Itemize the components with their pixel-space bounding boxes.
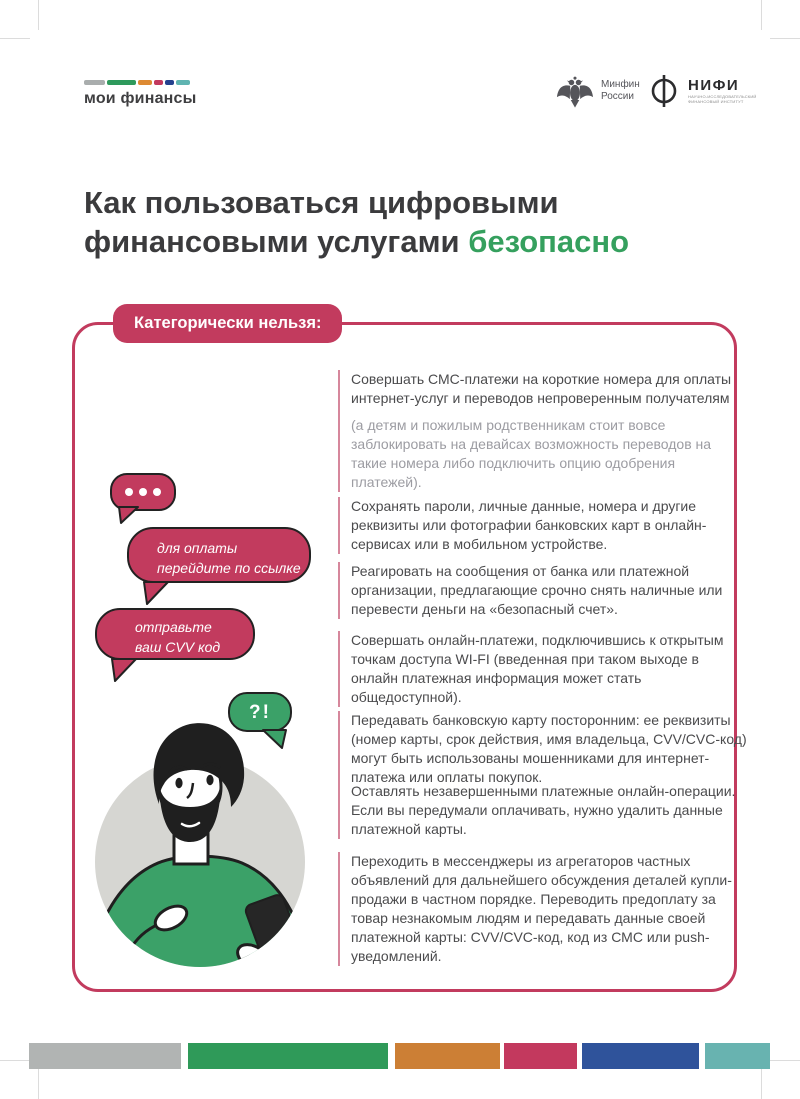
panel-badge: Категорически нельзя: [113,304,342,343]
phi-circle-icon [646,72,682,108]
minfin-label-line2: России [601,91,634,102]
rule-item [338,631,749,707]
crop-mark [770,38,800,39]
footer-bar-segment [188,1043,388,1069]
footer-bar-segment [29,1043,181,1069]
rule-item [338,562,749,619]
crop-mark [38,0,39,30]
rule-note: (а детям и пожилым родственникам стоит вовсе заблокировать на девайсах возможность переводов на такие номера либо подключить опцию одобрения платежей). [351,417,712,490]
footer-bar-segment [582,1043,699,1069]
crop-mark [770,1060,800,1061]
crop-mark [761,0,762,30]
bubble-tail [260,729,290,751]
double-headed-eagle-icon [556,72,594,110]
brand-logo [84,80,197,108]
crop-mark [38,1069,39,1099]
rule-item [338,370,749,492]
three-dots-icon [125,488,133,496]
nifi-abbr: НИФИ [688,76,740,94]
nifi-text [688,77,757,104]
worried-man-illustration [78,712,318,992]
bar-segment [154,80,163,85]
nifi-subtitle-line2: ФИНАНСОВЫЙ ИНСТИТУТ [688,98,744,104]
crop-mark [0,38,30,39]
bubble-tail [108,658,140,684]
bubble-tail [140,581,172,607]
footer-bar-segment [395,1043,500,1069]
eye [175,778,182,788]
bar-segment [84,80,105,85]
rule-item [338,782,749,839]
eye [206,775,213,785]
rule-item [338,711,749,787]
bubble-tail [116,506,142,526]
title-highlight: безопасно [468,223,630,259]
footer-bar-segment [504,1043,577,1069]
bar-segment [107,80,136,85]
bubble-text: отправьте [135,619,212,635]
rule-item [338,852,749,966]
bar-segment [165,80,175,85]
minfin-logo [556,72,640,110]
rule-text: Оставлять незавершенными платежные онлайн-операции. Если вы передумали оплачивать, нужно удалить данные платежной карты. [351,783,736,837]
rule-text: Совершать онлайн-платежи, подключившись к открытым точкам доступа WI-FI (введенная при таком выходе в онлайн платежная информация может стать общедоступной). [351,632,724,705]
brand-name: мои финансы [84,90,197,107]
footer-bar-segment [705,1043,770,1069]
nifi-logo [646,72,757,108]
rule-text: Переходить в мессенджеры из агрегаторов частных объявлений для дальнейшего обсуждения деталей купли-продажи в частном порядке. Переводить предоплату за товар незнакомым людям и передавать данные своей платежной карты: CVV/CVC-код, код из СМС или push-уведомлений. [351,853,732,964]
bubble-text: для оплаты [157,540,238,556]
page-title [84,183,684,261]
crop-mark [0,1060,30,1061]
rule-text: Сохранять пароли, личные данные, номера и другие реквизиты или фотографии банковских карт в онлайн-сервисах или в мобильном устройстве. [351,498,707,552]
bubble-text: ваш CVV код [135,639,221,655]
bar-segment [138,80,152,85]
rule-item [338,497,749,554]
brand-color-bar-icon [84,80,190,85]
bar-segment [176,80,190,85]
rule-text: Передавать банковскую карту посторонним: ее реквизиты (номер карты, срок действия, имя владельца, CVV/CVC-код) могут быть использованы мошенниками для интернет-платежа или оплаты покупок. [351,712,747,785]
three-dots-icon [153,488,161,496]
alert-bubble: ?! [228,692,292,732]
scam-message-bubble [127,527,311,583]
scam-message-bubble [95,608,255,660]
bubble-text: перейдите по ссылке [157,560,301,576]
minfin-label-line1: Минфин [601,79,640,90]
three-dots-icon [139,488,147,496]
nifi-subtitle-line1: НАУЧНО-ИССЛЕДОВАТЕЛЬСКИЙ [688,93,757,99]
rule-text: Реагировать на сообщения от банка или платежной организации, предлагающие срочно снять наличные или перевести деньги на «безопасный счет». [351,563,723,617]
crop-mark [761,1069,762,1099]
rule-text: Совершать СМС-платежи на короткие номера для оплаты интернет-услуг и переводов непроверенным получателям [351,371,732,406]
title-main: Как пользоваться цифровыми финансовыми услугами [84,184,559,259]
minfin-label [601,79,640,103]
